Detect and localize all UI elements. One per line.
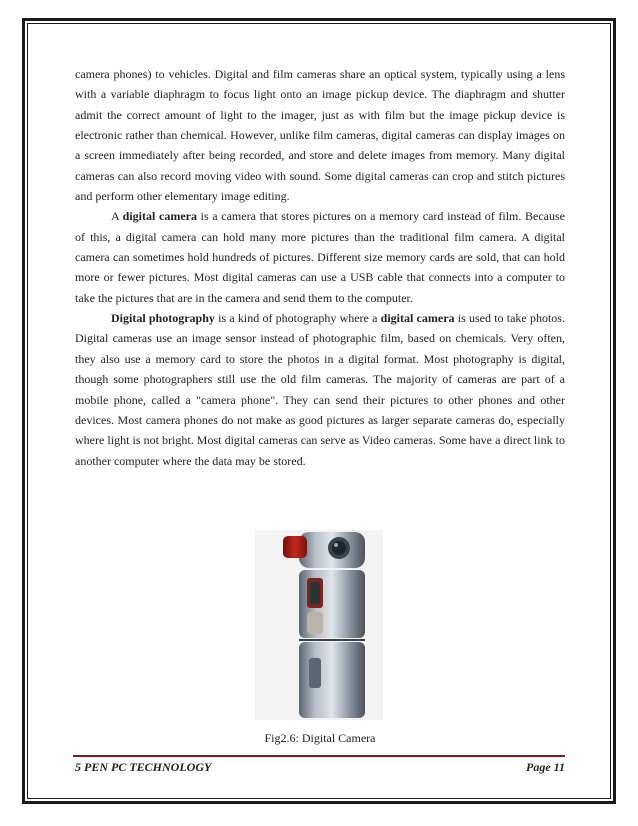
paragraph-3 — [75, 308, 565, 471]
footer-title: 5 PEN PC TECHNOLOGY — [75, 760, 212, 774]
paragraph-3-rest: is used to take photos. Digital cameras use an image sensor instead of photographic film, based on chemicals. Very often, they also use a memory card to store the photos in a digital format. Most photography is digital, though some photographers still use the old film cameras. The majority of cameras are part of a mobile phone, called a "camera phone". They can send their pictures to other phones and other devices. Most camera phones do not make as good pictures as larger separate cameras do, especially where light is not bright. Most digital cameras can serve as Video cameras. Some have a direct link to another computer where the data may be stored. — [75, 311, 565, 468]
footer-rule — [73, 755, 565, 757]
paragraph-2 — [75, 206, 565, 308]
term-digital-camera: digital camera — [122, 209, 197, 224]
body-text — [75, 64, 565, 471]
page-number: Page 11 — [526, 760, 565, 774]
paragraph-3-mid: is a kind of photography where a — [214, 311, 381, 326]
digital-camera-image — [255, 530, 383, 720]
figure-caption: Fig2.6: Digital Camera — [264, 731, 376, 745]
paragraph-2-rest: is a camera that stores pictures on a memory card instead of film. Because of this, a digital camera can hold many more pictures than the traditional film camera. A digital camera can sometimes hold hundreds of pictures. Different size memory cards are sold, that can hold more or fewer pictures. Most digital cameras can use a USB cable that connects into a computer to take the pictures that are in the camera and send them to the computer. — [75, 209, 565, 305]
term-digital-camera-2: digital camera — [380, 311, 455, 326]
paragraph-2-lead: A — [111, 209, 123, 224]
paragraph-1: camera phones) to vehicles. Digital and film cameras share an optical system, typically using a lens with a variable diaphragm to focus light onto an image pickup device. The diaphragm and shutter admit the correct amount of light to the imager, just as with film but the image pickup device is electronic rather than chemical. However, unlike film cameras, digital cameras can display images on a screen immediately after being recorded, and store and delete images from memory. Many digital cameras can also record moving video with sound. Some digital cameras can crop and stitch pictures and perform other elementary image editing. — [75, 67, 565, 204]
digital-camera-illustration — [255, 530, 383, 720]
term-digital-photography: Digital photography — [111, 311, 215, 326]
